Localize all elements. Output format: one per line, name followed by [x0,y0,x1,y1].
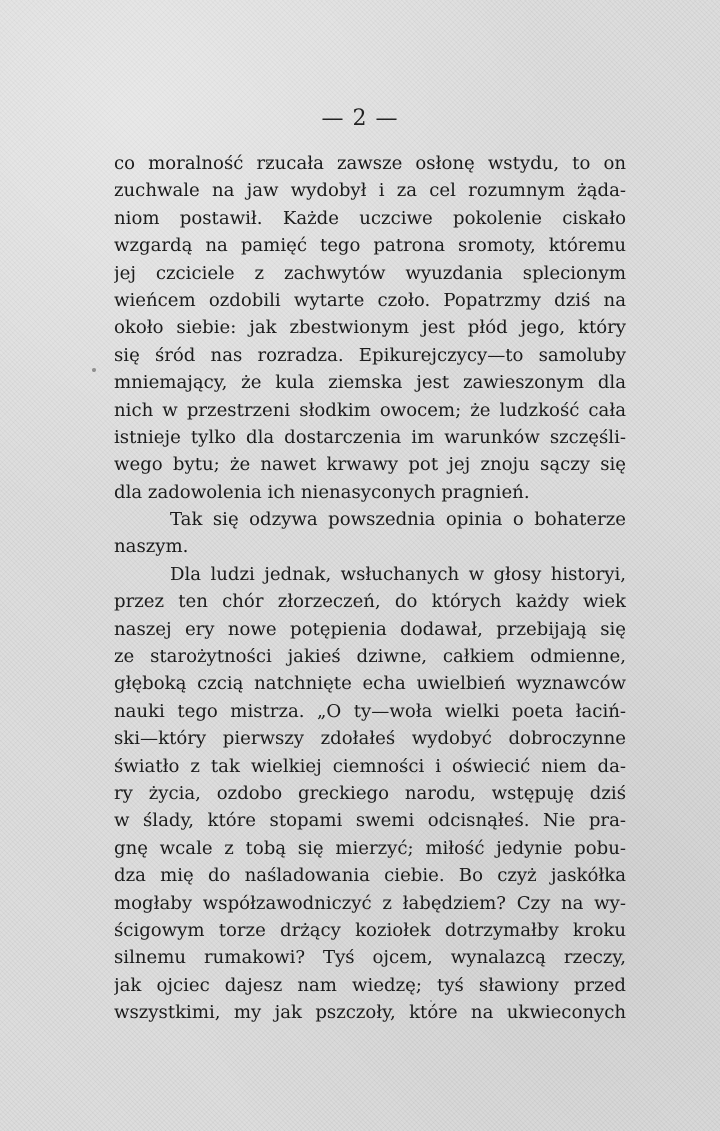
text-line: jak ojciec dajesz nam wiedzę; tyś sławiony przed [114,974,626,996]
text-line: ski—który pierwszy zdołałeś wydobyć dobroczynne [114,728,626,750]
text-line: Dla ludzi jednak, wsłuchanych w głosy historyi, [170,563,626,585]
text-line: silnemu rumakowi? Tyś ojcem, wynalazcą rzeczy, [114,947,626,969]
print-speck [266,162,269,165]
text-line: niom postawił. Każde uczciwe pokolenie ciskało [114,207,626,229]
text-line: wszystkimi, my jak pszczoły, które na ukwieconych [114,1002,626,1024]
text-line: wieńcem ozdobili wytarte czoło. Popatrzmy dziś na [114,289,626,311]
text-line: co moralność rzucała zawsze osłonę wstydu, to on [114,153,626,174]
text-line: Tak się odzywa powszednia opinia o bohaterze [170,509,626,531]
text-line: nauki tego mistrza. „O ty—woła wielki poeta łaciń- [114,700,626,722]
text-line: zuchwale na jaw wydobył i za cel rozumnym żąda- [114,180,626,202]
text-line: się śród nas rozradza. Epikurejczycy—to samoluby [114,344,626,366]
text-line: mniemający, że kula ziemska jest zawieszonym dla [114,372,626,394]
text-line: nich w przestrzeni słodkim owocem; że ludzkość cała [114,399,626,421]
text-line: ścigowym torze drżący koziołek dotrzymałby kroku [114,919,626,941]
print-speck [430,1000,432,1002]
text-line: naszej ery nowe potępienia dodawał, przebijają się [114,618,626,640]
body-text [114,150,626,1027]
text-line: istnieje tylko dla dostarczenia im warunków szczęśli- [114,426,626,448]
text-line: wego bytu; że nawet krwawy pot jej znoju sączy się [114,454,626,476]
text-line: ze starożytności jakieś dziwne, całkiem odmienne, [114,646,626,668]
text-line: w ślady, które stopami swemi odcisnąłeś. Nie pra- [114,810,626,832]
text-line: wzgardą na pamięć tego patrona sromoty, któremu [114,235,626,257]
text-line: głęboką czcią natchnięte echa uwielbień wyznawców [114,673,626,695]
text-line: ry życia, ozdobo greckiego narodu, wstępuję dziś [114,782,626,804]
text-line: jej czciciele z zachwytów wyuzdania splecionym [114,262,626,284]
text-line: około siebie: jak zbestwionym jest płód jego, który [114,317,626,339]
text-line: dla zadowolenia ich nienasyconych pragnień. [114,481,530,503]
text-line: mogłaby współzawodniczyć z łabędziem? Czy na wy- [114,892,626,914]
page-number: — 2 — [321,106,399,131]
text-line: gnę wcale z tobą się mierzyć; miłość jedynie pobu- [114,837,626,859]
text-line: naszym. [114,536,189,558]
text-line: dza mię do naśladowania ciebie. Bo czyż jaskółka [114,865,626,887]
text-line: światło z tak wielkiej ciemności i oświecić niem da- [114,755,626,777]
text-line: przez ten chór złorzeczeń, do których każdy wiek [114,591,626,613]
print-speck [92,368,96,372]
